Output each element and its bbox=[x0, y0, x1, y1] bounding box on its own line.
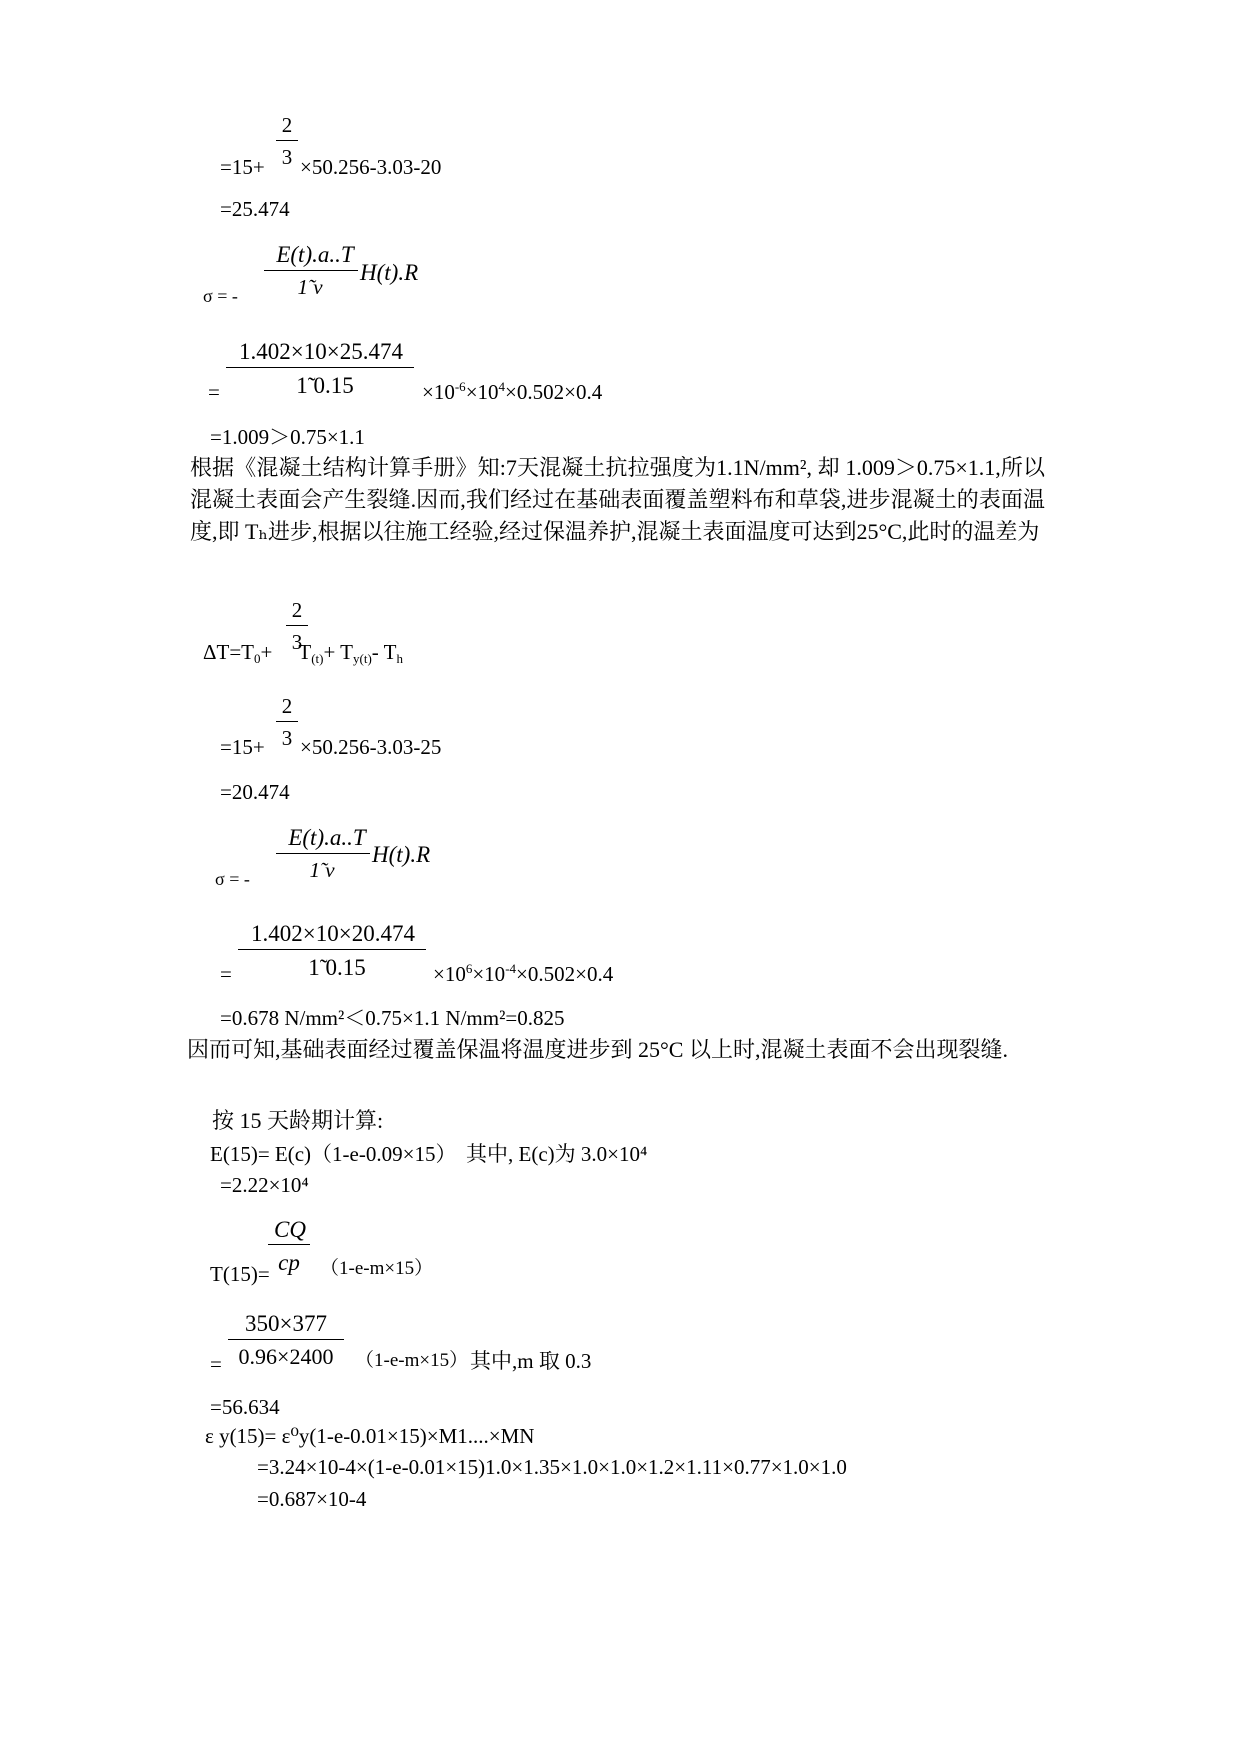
calc-numerator: 350×377 bbox=[245, 1311, 327, 1336]
t15-tail: （1-e-m×15） bbox=[320, 1258, 434, 1279]
equation-line-tail: ×50.256-3.03-25 bbox=[300, 735, 442, 759]
fraction-denominator: 3 bbox=[291, 630, 303, 654]
calc-tail: $\times 10^6\times 10^{-4}\times 0.502\times 0.4$ bbox=[433, 961, 614, 986]
fraction-bar bbox=[228, 1339, 344, 1340]
fraction-numerator: 2 bbox=[281, 113, 293, 137]
equation-line: =15+ bbox=[220, 155, 265, 179]
fraction-bar bbox=[226, 367, 414, 368]
fraction-denominator: 3 bbox=[281, 726, 293, 750]
fraction-bar bbox=[238, 949, 426, 950]
fraction-bar bbox=[286, 625, 308, 626]
sigma-denominator: 1̃ v bbox=[309, 858, 335, 882]
t15-lhs: T(15)= bbox=[210, 1262, 270, 1286]
calc-equals: = bbox=[210, 1352, 222, 1376]
sigma-prefix: σ = - bbox=[215, 869, 250, 889]
paragraph: 根据《混凝土结构计算手册》知:7天混凝土抗拉强度为1.1N/mm², 却 1.009＞0.75×1.1,所以混凝土表面会产生裂缝.因而,我们经过在基础表面覆盖塑料布和草袋,进步混凝土的表面温度,即 Tₕ进步,根据以往施工经验,经过保温养护,混凝土表面温度可达到25°C,此时的温差为 bbox=[190, 455, 1045, 544]
fraction-bar bbox=[276, 140, 298, 141]
sigma-prefix: σ = - bbox=[203, 286, 238, 306]
calc-denominator: 1̃ 0.15 bbox=[308, 955, 366, 980]
sigma-tail: H(t).R bbox=[372, 842, 431, 867]
result-line: =1.009＞0.75×1.1 bbox=[210, 425, 365, 449]
calc-numerator: 1.402×10×25.474 bbox=[239, 339, 403, 364]
equation-result: =20.474 bbox=[220, 780, 290, 804]
equation-line: =15+ bbox=[220, 735, 265, 759]
strain-calc: =3.24×10-4×(1-e-0.01×15)1.0×1.35×1.0×1.0×1.2×1.11×0.77×1.0×1.0 bbox=[257, 1455, 847, 1479]
sigma-numerator: E(t).a..T bbox=[288, 825, 366, 850]
calc-numerator: 1.402×10×20.474 bbox=[251, 921, 415, 946]
e15-value: =2.22×10⁴ bbox=[220, 1173, 309, 1197]
calc-denominator: 1̃ 0.15 bbox=[296, 373, 354, 398]
strain-value: =0.687×10-4 bbox=[257, 1487, 367, 1511]
sigma-numerator: E(t).a..T bbox=[276, 242, 354, 267]
section-heading: 按 15 天龄期计算: bbox=[212, 1108, 384, 1133]
calc-equals: = bbox=[220, 962, 232, 986]
fraction-bar bbox=[276, 721, 298, 722]
equation-result: =25.474 bbox=[220, 197, 290, 221]
sigma-denominator: 1̃ v bbox=[297, 275, 323, 299]
delta-t-equation: $\Delta T=T_0+ T_{(t)}+ T_{y(t)}-$ $T_h$ bbox=[203, 640, 403, 666]
calc-tail: $\times 10^{-6}\times 10^4\times 0.502\times 0.4$ bbox=[422, 379, 603, 404]
equation-line-tail: ×50.256-3.03-20 bbox=[300, 155, 442, 179]
fraction-bar bbox=[264, 270, 358, 271]
calc-note: 其中,m 取 0.3 bbox=[470, 1349, 592, 1373]
strain-equation: ε y(15)= ε⁰y(1-e-0.01×15)×M1....×MN bbox=[205, 1424, 535, 1448]
fraction-numerator: 2 bbox=[281, 694, 293, 718]
calc-equals: = bbox=[208, 380, 220, 404]
t15-value: =56.634 bbox=[210, 1395, 280, 1419]
e15-note: 其中, E(c)为 3.0×10⁴ bbox=[466, 1142, 648, 1166]
sigma-tail: H(t).R bbox=[360, 260, 419, 285]
fraction-denominator: 3 bbox=[281, 145, 293, 169]
paragraph: 因而可知,基础表面经过覆盖保温将温度进步到 25°C 以上时,混凝土表面不会出现裂缝. bbox=[187, 1037, 1008, 1062]
e15-equation: E(15)= E(c)（1-e-0.09×15） bbox=[210, 1142, 457, 1166]
calc-denominator: 0.96×2400 bbox=[238, 1344, 334, 1369]
fraction-bar bbox=[268, 1244, 310, 1245]
result-line: =0.678 N/mm²＜0.75×1.1 N/mm²=0.825 bbox=[220, 1006, 565, 1030]
t15-denominator: cp bbox=[278, 1250, 300, 1275]
fraction-bar bbox=[276, 853, 370, 854]
fraction-numerator: 2 bbox=[291, 598, 303, 622]
t15-numerator: CQ bbox=[274, 1217, 306, 1242]
calc-tail: （1-e-m×15） bbox=[355, 1350, 469, 1371]
